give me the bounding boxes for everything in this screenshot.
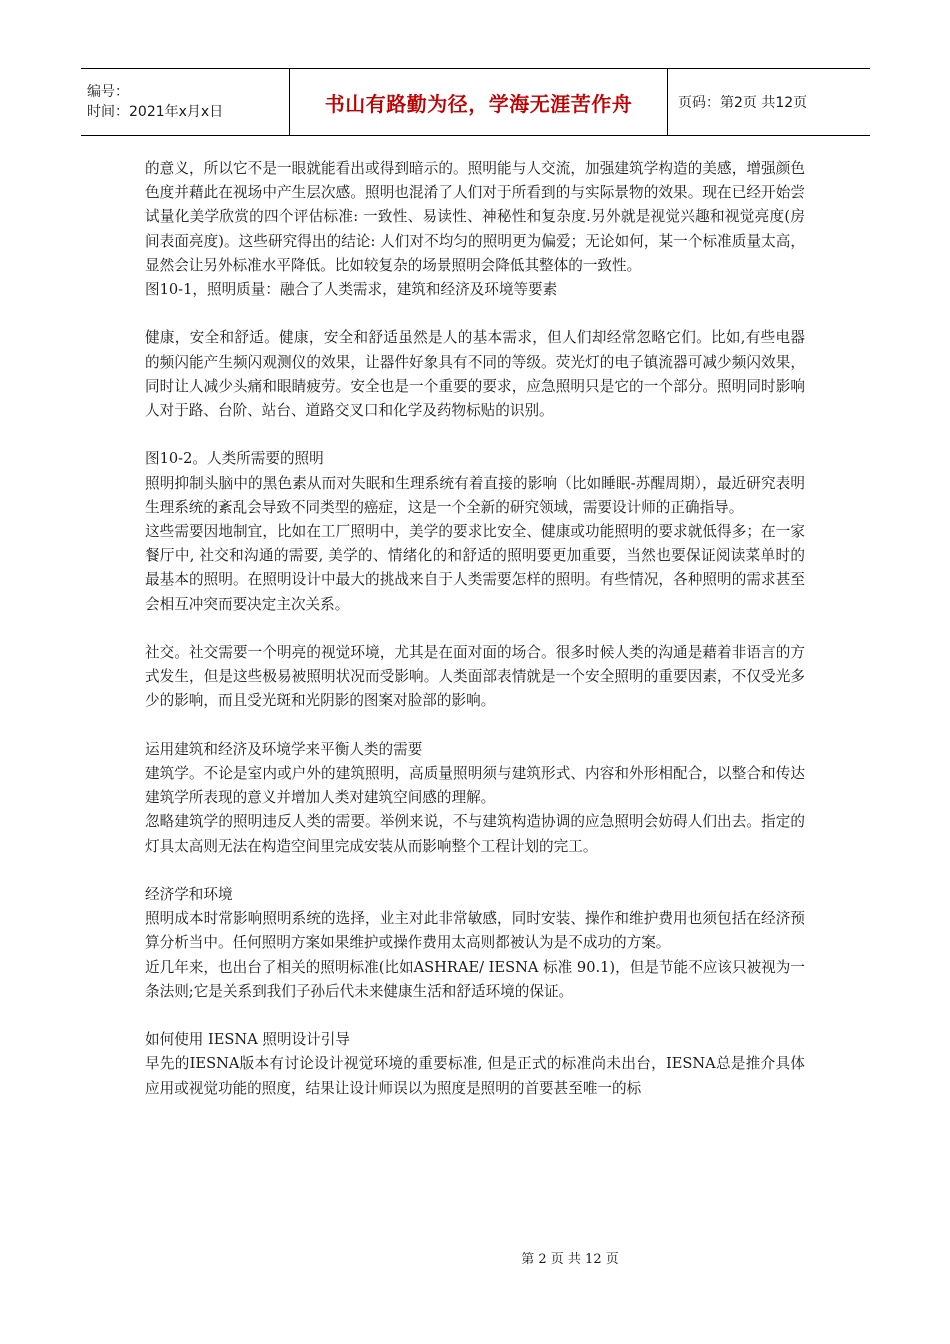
paragraph: 社交。社交需要一个明亮的视觉环境，尤其是在面对面的场合。很多时候人类的沟通是藉着非语言的方式发生，但是这些极易被照明状况而受影响。人类面部表情就是一个安全照明的重要因素，不仅受光多少的影响，而且受光斑和光阴影的图案对脸部的影响。 [145, 644, 805, 710]
paragraph-gap [145, 859, 805, 883]
header-page-info: 页码：第2页 共12页 [668, 69, 871, 136]
document-body [145, 157, 805, 1101]
paragraph: 这些需要因地制宜，比如在工厂照明中，美学的要求比安全、健康或功能照明的要求就低得多；在一家餐厅中, 社交和沟通的需要, 美学的、情绪化的和舒适的照明要更加重要，当然也要保证阅读菜单时的最基本的照明。在照明设计中最大的挑战来自于人类需要怎样的照明。有些情况，各种照明的需求甚至会相互冲突而要决定主次关系。 [145, 523, 805, 613]
document-header [81, 68, 870, 136]
header-meta-cell [81, 69, 290, 136]
paragraph-gap [145, 302, 805, 326]
section-heading: 经济学和环境 [145, 886, 233, 904]
paragraph: 建筑学。不论是室内或户外的建筑照明，高质量照明须与建筑形式、内容和外形相配合，以整合和传达建筑学所表现的意义并增加人类对建筑空间感的理解。 [145, 765, 805, 807]
paragraph: 忽略建筑学的照明违反人类的需要。举例来说，不与建筑构造协调的应急照明会妨碍人们出去。指定的灯具太高则无法在构造空间里完成安装从而影响整个工程计划的完工。 [145, 813, 805, 855]
paragraph-gap [145, 1004, 805, 1028]
section-heading: 运用建筑和经济及环境学来平衡人类的需要 [145, 740, 423, 758]
figure-caption: 图10-1，照明质量：融合了人类需求，建筑和经济及环境等要素 [145, 281, 558, 299]
paragraph-gap [145, 423, 805, 447]
paragraph-gap [145, 617, 805, 641]
paragraph-gap [145, 714, 805, 738]
document-number-label: 编号： [87, 84, 129, 100]
paragraph: 健康，安全和舒适。健康，安全和舒适虽然是人的基本需求，但人们却经常忽略它们。比如,有些电器的频闪能产生频闪观测仪的效果，让器件好象具有不同的等级。荧光灯的电子镇流器可减少频闪效果，同时让人减少头痛和眼睛疲劳。安全也是一个重要的要求，应急照明只是它的一个部分。照明同时影响人对于路、台阶、站台、道路交叉口和化学及药物标贴的识别。 [145, 329, 805, 420]
paragraph: 近几年来，也出台了相关的照明标准(比如ASHRAE/ IESNA 标准 90.1)，但是节能不应该只被视为一条法则;它是关系到我们子孙后代未来健康生活和舒适环境的保证。 [145, 958, 805, 1000]
paragraph: 早先的IESNA版本有讨论设计视觉环境的重要标准, 但是正式的标准尚未出台，IESNA总是推介具体应用或视觉功能的照度，结果让设计师误以为照度是照明的首要甚至唯一的标 [145, 1055, 805, 1097]
figure-caption: 图10-2。人类所需要的照明 [145, 450, 324, 468]
document-date-label: 时间：2021年x月x日 [87, 104, 224, 120]
page-footer: 第 2 页 共 12 页 [521, 1252, 619, 1267]
paragraph: 照明成本时常影响照明系统的选择，业主对此非常敏感，同时安装、操作和维护费用也须包括在经济预算分析当中。任何照明方案如果维护或操作费用太高则都被认为是不成功的方案。 [145, 910, 805, 952]
paragraph: 照明抑制头脑中的黑色素从而对失眠和生理系统有着直接的影响（比如睡眠-苏醒周期），最近研究表明生理系统的紊乱会导致不同类型的癌症，这是一个全新的研究领域，需要设计师的正确指导。 [145, 474, 805, 516]
section-heading: 如何使用 IESNA 照明设计引导 [145, 1031, 350, 1049]
paragraph: 的意义，所以它不是一眼就能看出或得到暗示的。照明能与人交流，加强建筑学构造的美感，增强颜色色度并藉此在视场中产生层次感。照明也混淆了人们对于所看到的与实际景物的效果。现在已经开始尝试量化美学欣赏的四个评估标准: 一致性、易读性、神秘性和复杂度.另外就是视觉兴趣和视觉亮度(房间表面亮度)。这些研究得出的结论: 人们对不均匀的照明更为偏爱；无论如何，某一个标准质量太高，显然会让另外标准水平降低。比如较复杂的场景照明会降低其整体的一致性。 [145, 160, 805, 274]
header-motto: 书山有路勤为径，学海无涯苦作舟 [290, 69, 668, 136]
